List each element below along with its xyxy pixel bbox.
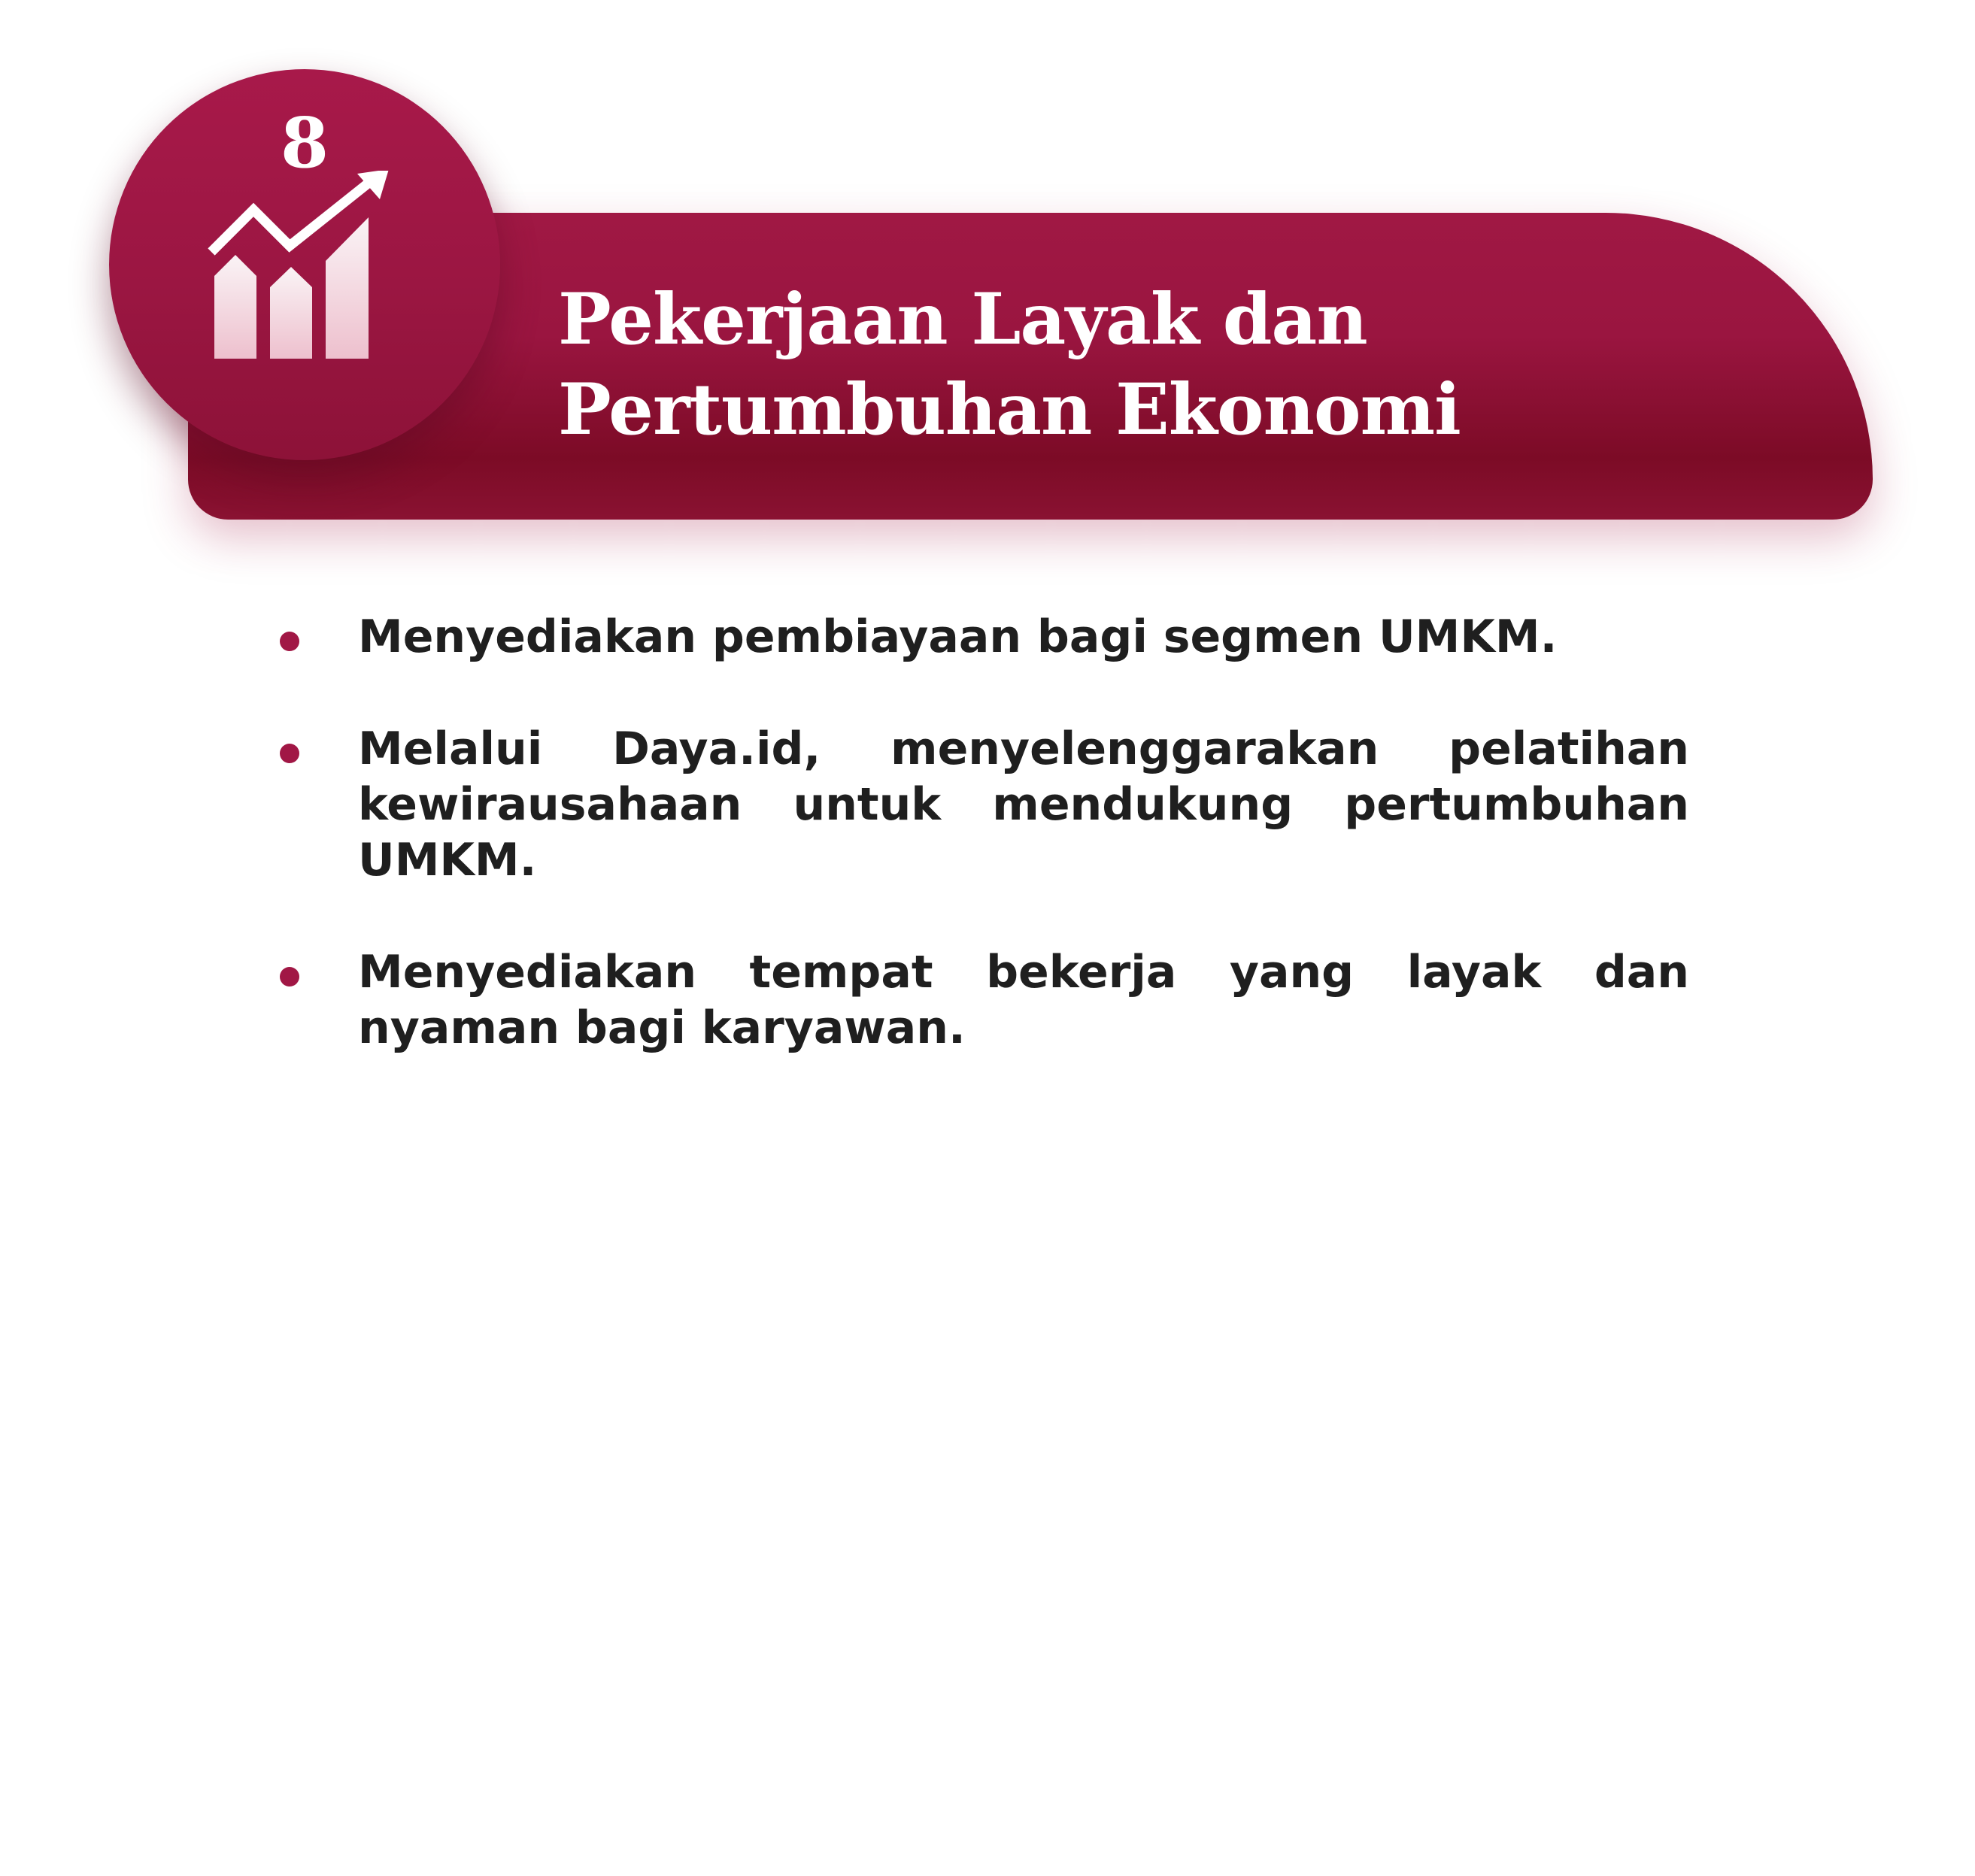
bullet-item-2 <box>358 721 1689 888</box>
bar-chart-growth-arrow-icon <box>207 171 402 366</box>
bullet-dot <box>280 744 299 763</box>
bullet-list <box>358 609 1689 1112</box>
title-line-2: Pertumbuhan Ekonomi <box>558 368 1461 451</box>
bullet-dot <box>280 632 299 651</box>
bullet-text: Menyediakan pembiayaan bagi segmen UMKM. <box>358 611 1558 663</box>
bullet-item-1 <box>358 609 1689 665</box>
page-title <box>558 274 1461 455</box>
bullet-dot <box>280 967 299 986</box>
bullet-text: Melalui Daya.id, menyelenggarakan pelatihan kewirausahaan untuk mendukung pertumbuhan UMKM. <box>358 723 1689 886</box>
bullet-item-3 <box>358 944 1689 1056</box>
title-line-1: Pekerjaan Layak dan <box>558 278 1367 361</box>
bullet-text: Menyediakan tempat bekerja yang layak dan nyaman bagi karyawan. <box>358 946 1689 1054</box>
goal-badge <box>109 69 500 460</box>
goal-number: 8 <box>280 102 329 183</box>
